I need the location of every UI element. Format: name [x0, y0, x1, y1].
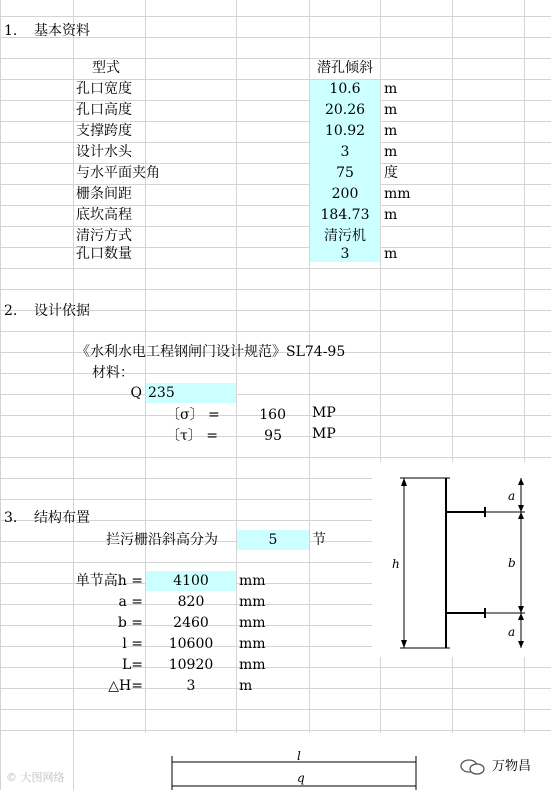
arrow-icon — [518, 505, 524, 512]
q-label: Q — [130, 385, 142, 401]
l-label: l — [297, 749, 301, 763]
arrow-icon — [518, 606, 524, 613]
h-label: h — [392, 557, 400, 571]
row-label: 孔口宽度 — [76, 81, 132, 97]
row-label: l = — [122, 636, 143, 652]
row-value: 820 — [177, 594, 205, 610]
sigma-unit: MP — [312, 405, 336, 421]
row-value[interactable]: 清污机 — [324, 228, 366, 244]
arrow-icon — [518, 478, 524, 485]
divide-unit: 节 — [312, 532, 326, 548]
watermark-right-text: 万物昌 — [492, 759, 532, 774]
row-label: a = — [118, 594, 143, 610]
row-unit: m — [384, 246, 398, 262]
gridline — [452, 0, 453, 790]
row-unit: m — [384, 102, 398, 118]
row-label: 清污方式 — [76, 228, 132, 244]
row-label: 设计水头 — [76, 144, 132, 160]
section-number: 2. — [4, 303, 18, 319]
row-label: 栅条间距 — [76, 186, 132, 202]
row-unit: m — [384, 81, 398, 97]
sigma-label: 〔σ〕 = — [166, 407, 220, 423]
a-top-label: a — [508, 489, 516, 503]
row-unit: mm — [239, 573, 266, 589]
row-value: 2460 — [173, 615, 209, 631]
row-unit: 度 — [384, 165, 398, 181]
row-value[interactable]: 20.26 — [324, 102, 366, 118]
divide-value[interactable]: 5 — [268, 532, 278, 548]
row-unit: m — [384, 207, 398, 223]
arrow-icon — [518, 512, 524, 519]
section-heading: 设计依据 — [34, 303, 90, 319]
type-value[interactable]: 潜孔倾斜 — [317, 60, 373, 76]
row-label: 支撑跨度 — [76, 123, 132, 139]
type-label: 型式 — [92, 60, 120, 76]
watermark-right — [460, 757, 550, 777]
beam-diagram — [160, 748, 430, 790]
gridline — [0, 0, 1, 790]
a-bottom-label: a — [508, 625, 516, 639]
section-diagram — [390, 470, 540, 650]
row-value[interactable]: 3 — [340, 144, 350, 160]
sigma-value: 160 — [259, 407, 286, 423]
row-value[interactable]: 200 — [331, 186, 359, 202]
gridline — [0, 457, 551, 458]
section-heading: 结构布置 — [34, 510, 90, 526]
row-unit: m — [384, 123, 398, 139]
b-label: b — [508, 556, 516, 570]
gridline — [0, 730, 551, 731]
row-unit: mm — [239, 636, 266, 652]
tau-label: 〔τ〕 = — [166, 428, 218, 444]
row-value[interactable]: 184.73 — [320, 207, 370, 223]
gridline — [0, 394, 551, 395]
gridline — [236, 0, 237, 790]
row-value[interactable]: 10.6 — [329, 81, 361, 97]
row-unit: mm — [384, 186, 411, 202]
row-value: 10600 — [168, 636, 214, 652]
row-label: 与水平面夹角 — [76, 165, 160, 181]
row-label: △H= — [108, 678, 143, 694]
row-unit: mm — [239, 594, 266, 610]
section-number: 1. — [4, 23, 18, 39]
tau-unit: MP — [312, 426, 336, 442]
row-value[interactable]: 10.92 — [324, 123, 366, 139]
row-label: b = — [117, 615, 143, 631]
row-unit: mm — [239, 657, 266, 673]
row-value[interactable]: 75 — [336, 165, 354, 181]
gridline — [380, 0, 381, 790]
row-value: 3 — [186, 678, 196, 694]
gridline — [0, 58, 551, 59]
divide-label: 拦污栅沿斜高分为 — [106, 532, 218, 548]
gridline — [0, 268, 551, 269]
row-value: 10920 — [168, 657, 214, 673]
watermark-left: © 大图网络 — [6, 771, 65, 784]
row-label: 孔口高度 — [76, 102, 132, 118]
wechat-icon — [460, 758, 486, 776]
material-label: 材料： — [92, 365, 134, 381]
row-unit: m — [239, 678, 253, 694]
gridline — [0, 16, 551, 17]
gridline — [0, 709, 551, 710]
q-value[interactable]: 235 — [148, 385, 175, 401]
arrow-up-icon — [401, 478, 407, 486]
section-heading: 基本资料 — [34, 23, 90, 39]
gridline — [0, 373, 551, 374]
row-unit: mm — [239, 615, 266, 631]
row-value[interactable]: 3 — [340, 246, 350, 262]
row-label: 孔口数量 — [76, 246, 132, 262]
gridline — [0, 331, 551, 332]
gridline — [0, 289, 551, 290]
q-load-label: q — [297, 771, 305, 785]
arrow-icon — [518, 613, 524, 620]
gridline — [524, 0, 525, 790]
row-label: 底坎高程 — [76, 207, 132, 223]
row-unit: m — [384, 144, 398, 160]
section-number: 3. — [4, 510, 18, 526]
row-label: L= — [121, 657, 143, 673]
row-label: 单节高h = — [75, 573, 143, 589]
arrow-icon — [518, 641, 524, 648]
arrow-down-icon — [401, 640, 407, 648]
tau-value: 95 — [264, 428, 282, 444]
row-value[interactable]: 4100 — [173, 573, 209, 589]
design-standard: 《水利水电工程钢闸门设计规范》SL74-95 — [76, 344, 346, 360]
